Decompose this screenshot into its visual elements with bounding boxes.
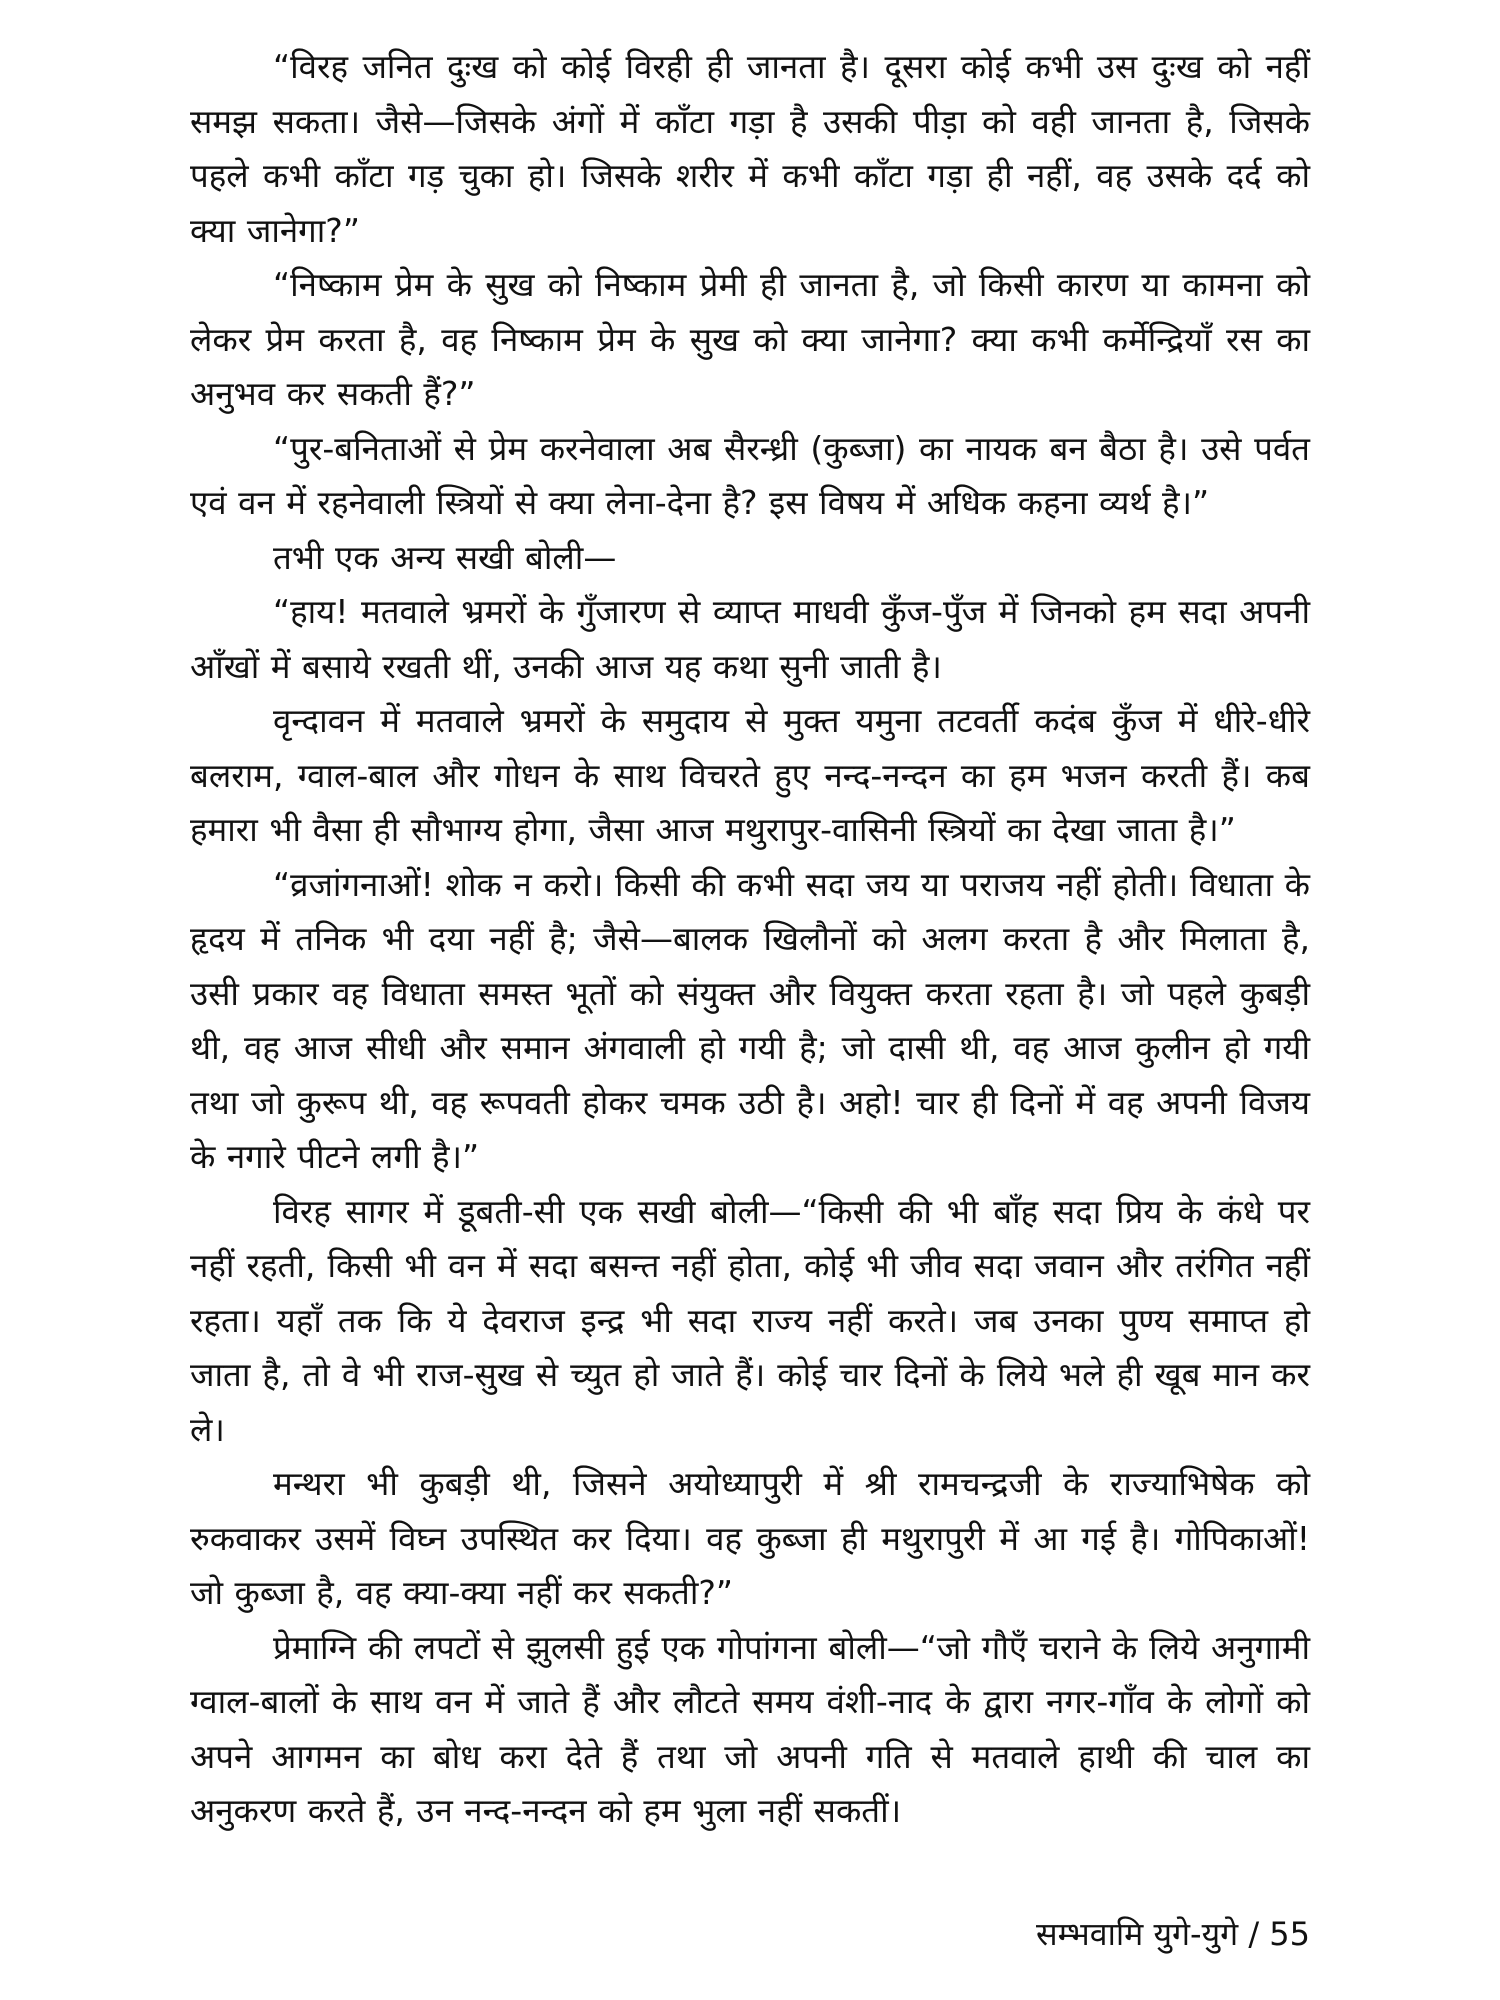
page-footer bbox=[1036, 1912, 1310, 1956]
paragraph: तभी एक अन्य सखी बोली— bbox=[273, 537, 617, 577]
page-number: 55 bbox=[1269, 1915, 1310, 1953]
paragraph: “व्रजांगनाओं! शोक न करो। किसी की कभी सदा जय या पराजय नहीं होती। विधाता के हृदय में तनिक भी दया नहीं है; जैसे—बालक खिलौनों को अलग करता है और मिलाता है, उसी प्रकार वह विधाता समस्त भूतों को संयुक्त और वियुक्त करता रहता है। जो पहले कुबड़ी थी, वह आज सीधी और समान अंगवाली हो गयी है; जो दासी थी, वह आज कुलीन हो गयी तथा जो कुरूप थी, वह रूपवती होकर चमक उठी है। अहो! चार ही दिनों में वह अपनी विजय के नगारे पीटने लगी है।” bbox=[190, 864, 1310, 1176]
paragraph: “पुर-बनिताओं से प्रेम करनेवाला अब सैरन्ध्री (कुब्जा) का नायक बन बैठा है। उसे पर्वत एवं वन में रहनेवाली स्त्रियों से क्या लेना-देना है? इस विषय में अधिक कहना व्यर्थ है।” bbox=[190, 428, 1310, 522]
paragraph: वृन्दावन में मतवाले भ्रमरों के समुदाय से मुक्त यमुना तटवर्ती कदंब कुँज में धीरे-धीरे बलराम, ग्वाल-बाल और गोधन के साथ विचरते हुए नन्द-नन्दन का हम भजन करती हैं। कब हमारा भी वैसा ही सौभाग्य होगा, जैसा आज मथुरापुर-वासिनी स्त्रियों का देखा जाता है।” bbox=[190, 701, 1310, 849]
paragraph: “निष्काम प्रेम के सुख को निष्काम प्रेमी ही जानता है, जो किसी कारण या कामना को लेकर प्रेम करता है, वह निष्काम प्रेम के सुख को क्या जानेगा? क्या कभी कर्मेन्द्रियाँ रस का अनुभव कर सकती हैं?” bbox=[190, 265, 1310, 413]
book-title: सम्भवामि युगे-युगे bbox=[1036, 1915, 1239, 1953]
paragraph: “हाय! मतवाले भ्रमरों के गुँजारण से व्याप्त माधवी कुँज-पुँज में जिनको हम सदा अपनी आँखों में बसाये रखती थीं, उनकी आज यह कथा सुनी जाती है। bbox=[190, 592, 1310, 686]
paragraph: “विरह जनित दुःख को कोई विरही ही जानता है। दूसरा कोई कभी उस दुःख को नहीं समझ सकता। जैसे—जिसके अंगों में काँटा गड़ा है उसकी पीड़ा को वही जानता है, जिसके पहले कभी काँटा गड़ चुका हो। जिसके शरीर में कभी काँटा गड़ा ही नहीं, वह उसके दर्द को क्या जानेगा?” bbox=[190, 47, 1310, 250]
paragraph: मन्थरा भी कुबड़ी थी, जिसने अयोध्यापुरी में श्री रामचन्द्रजी के राज्याभिषेक को रुकवाकर उसमें विघ्न उपस्थित कर दिया। वह कुब्जा ही मथुरापुरी में आ गई है। गोपिकाओं! जो कुब्जा है, वह क्या-क्या नहीं कर सकती?” bbox=[190, 1464, 1310, 1612]
footer-separator: / bbox=[1238, 1915, 1270, 1953]
paragraph: प्रेमाग्नि की लपटों से झुलसी हुई एक गोपांगना बोली—“जो गौएँ चराने के लिये अनुगामी ग्वाल-बालों के साथ वन में जाते हैं और लौटते समय वंशी-नाद के द्वारा नगर-गाँव के लोगों को अपने आगमन का बोध करा देते हैं तथा जो अपनी गति से मतवाले हाथी की चाल का अनुकरण करते हैं, उन नन्द-नन्दन को हम भुला नहीं सकतीं। bbox=[190, 1627, 1310, 1830]
paragraph: विरह सागर में डूबती-सी एक सखी बोली—“किसी की भी बाँह सदा प्रिय के कंधे पर नहीं रहती, किसी भी वन में सदा बसन्त नहीं होता, कोई भी जीव सदा जवान और तरंगित नहीं रहता। यहाँ तक कि ये देवराज इन्द्र भी सदा राज्य नहीं करते। जब उनका पुण्य समाप्त हो जाता है, तो वे भी राज-सुख से च्युत हो जाते हैं। कोई चार दिनों के लिये भले ही खूब मान कर ले। bbox=[190, 1191, 1310, 1449]
body-text bbox=[190, 40, 1310, 1839]
